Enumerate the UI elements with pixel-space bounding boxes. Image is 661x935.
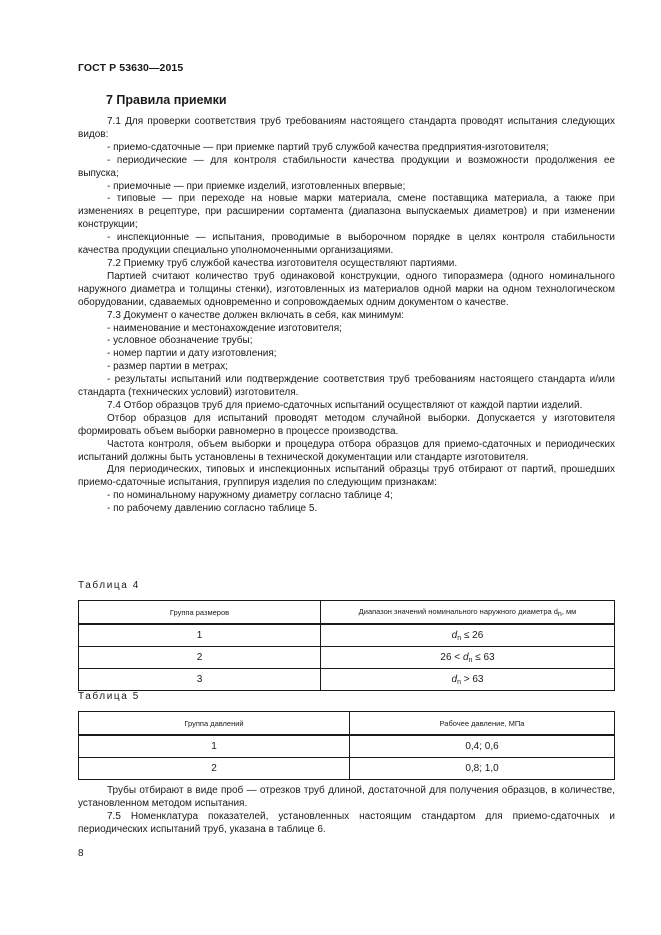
table-row [79,624,615,647]
paragraph: Отбор образцов для испытаний проводят методом случайной выборки. Допускается у изготовителя формировать объем выборки равномерно в процессе производства. [78,412,615,437]
table-caption: Таблица 4 [78,580,140,591]
cell-subscript: n [468,656,473,664]
cell-symbol: d [451,629,458,641]
table-cell: 1 [79,735,350,758]
section-body [78,116,615,516]
list-item: - номер партии и дату изготовления; [107,348,277,360]
table-row [79,669,615,691]
paragraph: 7.2 Приемку труб службой качества изготовителя осуществляют партиями. [107,257,458,269]
cell-prefix: 26 < [440,651,463,663]
header-text: Диапазон значений номинального наружного диаметра d [358,606,558,616]
page-number: 8 [78,848,84,859]
table-cell: 3 [79,669,321,691]
section-title: 7 Правила приемки [106,93,227,107]
cell-value: > 63 [460,673,484,685]
list-item: - типовые — при переходе на новые марки материала, смене поставщика материала, а также при изменениях в рецептуре, при расширении сортамента (диапазона выпускаемых диаметров) и при изменении конструкции; [78,193,615,231]
paragraph: Для периодических, типовых и инспекционных испытаний образцы труб отбирают от партий, прошедших приемо-сдаточные испытания, группируя изделия по следующим признакам: [78,464,615,489]
list-item: - приемо-сдаточные — при приемке партий труб службой качества предприятия-изготовителя; [107,141,549,153]
cell-subscript: n [457,634,462,642]
cell-symbol: d [451,673,458,685]
table-4-block [78,580,615,691]
table-cell [321,669,615,691]
table-row [79,758,615,780]
cell-symbol: d [462,651,469,663]
list-item: - результаты испытаний или подтверждение соответствия труб требованиям настоящего стандарта и/или стандарта (технических условий) изготовителя. [78,374,615,399]
table-cell: 2 [79,758,350,780]
list-item: - по рабочему давлению согласно таблице 5. [107,503,318,515]
cell-subscript: n [457,678,461,686]
table-header-row [79,601,615,625]
table-5-block [78,691,615,780]
table-5 [78,711,615,780]
document-header: ГОСТ Р 53630—2015 [78,62,184,74]
table-cell: 1 [79,624,321,647]
header-subscript: n [557,610,562,618]
table-cell [321,647,615,669]
paragraph: 7.3 Документ о качестве должен включать в себя, как минимум: [107,309,405,321]
list-item: - инспекционные — испытания, проводимые в выборочном порядке в целях контроля стабильности качества продукции специально уполномоченными организациями. [78,232,615,257]
paragraph: Трубы отбирают в виде проб — отрезков труб длиной, достаточной для получения образцов, в количестве, установленном методом испытания. [78,785,615,809]
list-item: - по номинальному наружному диаметру согласно таблице 4; [107,490,393,502]
paragraph: 7.4 Отбор образцов труб для приемо-сдаточных испытаний осуществляют от каждой партии изделий. [107,399,583,411]
table-cell [321,624,615,647]
table-cell: 0,4; 0,6 [350,735,615,758]
table-4 [78,600,615,691]
table-caption: Таблица 5 [78,691,140,702]
list-item: - наименование и местонахождение изготовителя; [107,322,342,334]
column-header: Группа давлений [79,712,350,736]
table-header-row [79,712,615,736]
cell-value: ≤ 63 [472,651,495,663]
list-item: - приемочные — при приемке изделий, изготовленных впервые; [107,180,406,192]
paragraph: 7.1 Для проверки соответствия труб требованиям настоящего стандарта проводят испытания следующих видов: [78,116,615,140]
list-item: - периодические — для контроля стабильности качества продукции и возможности продолжения ее выпуска; [78,154,615,179]
paragraph: Частота контроля, объем выборки и процедура отбора образцов для приемо-сдаточных и периодических испытаний должны быть установлены в технической документации или стандарте изготовителя. [78,438,615,463]
closing-paragraphs [78,785,615,837]
table-row [79,647,615,669]
table-row [79,735,615,758]
column-header [321,601,615,625]
header-unit: , мм [561,606,577,616]
list-item: - размер партии в метрах; [107,361,229,373]
cell-value: ≤ 26 [461,629,484,641]
paragraph: Партией считают количество труб одинаковой конструкции, одного типоразмера (одного номинального наружного диаметра и толщины стенки), изготовленных из материалов одной марки на одном технологическом оборудовании, сдаваемых одновременно и сопровождаемых одним документом о качестве. [78,270,615,308]
column-header: Группа размеров [79,601,321,625]
table-cell: 0,8; 1,0 [350,758,615,780]
paragraph: 7.5 Номенклатура показателей, установленных настоящим стандартом для приемо-сдаточных и периодических испытаний труб, указана в таблице 6. [78,810,615,835]
list-item: - условное обозначение трубы; [107,335,253,347]
table-cell: 2 [79,647,321,669]
column-header: Рабочее давление, МПа [350,712,615,736]
